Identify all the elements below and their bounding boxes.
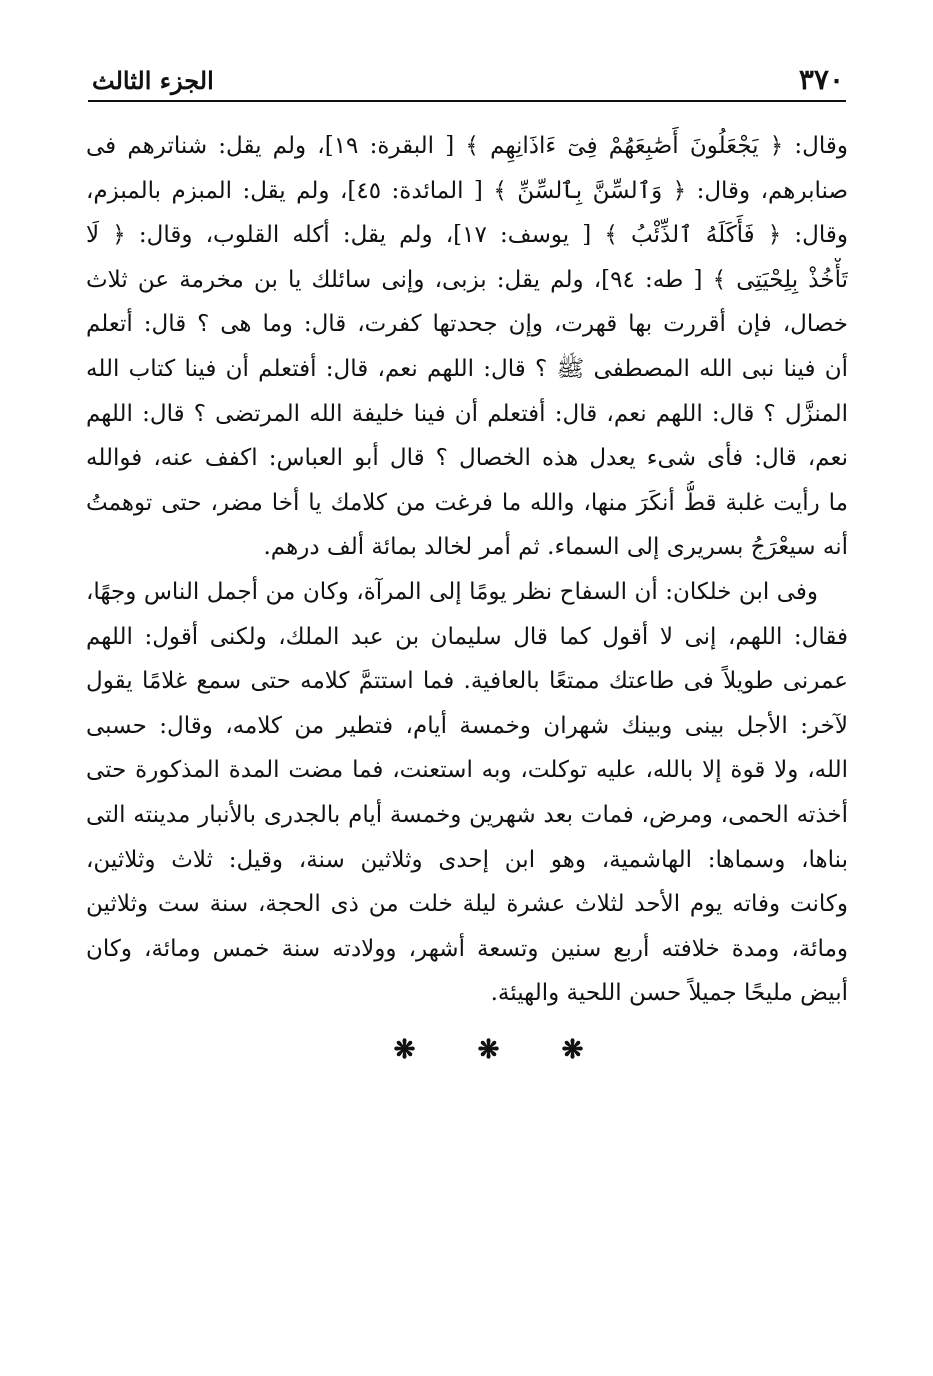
text-line: أنه سيعْرَجُ بسريرى إلى السماء. ثم أمر لخالد بمائة ألف درهم. xyxy=(263,534,848,561)
text-line: صنابرهم، وقال: ﴿ وَٱلسِّنَّ بِٱلسِّنِّ ﴾ [ المائدة: ٤٥]، ولم يقل: المبزم بالمبزم، xyxy=(86,177,848,204)
text-line: المنزَّل ؟ قال: اللهم نعم، قال: أفتعلم أن فينا خليفة الله المرتضى ؟ قال: اللهم xyxy=(86,400,848,427)
asterism-ornament: ❋ xyxy=(561,1035,584,1065)
text-line: ومائة، ومدة خلافته أربع سنين وتسعة أشهر، وولادته سنة خمس ومائة، وكان xyxy=(86,935,848,962)
text-line: خصال، فإن أقررت بها قهرت، وإن جحدتها كفرت، قال: وما هى ؟ قال: أتعلم xyxy=(86,311,848,338)
header-rule xyxy=(88,100,846,102)
text-line: لآخر: الأجل بينى وبينك شهران وخمسة أيام، فتطير من كلامه، وقال: حسبى xyxy=(86,712,848,739)
text-line: ما رأيت غلبة قطُّ أنكَرَ منها، والله ما فرغت من كلامك يا أخا مضر، حتى توهمتُ xyxy=(86,489,848,516)
text-line: نعم، قال: فأى شىء يعدل هذه الخصال ؟ قال أبو العباس: اكفف عنه، فوالله xyxy=(86,445,848,472)
text-line: فقال: اللهم، إنى لا أقول كما قال سليمان بن عبد الملك، ولكنى أقول: اللهم xyxy=(86,623,848,650)
text-line: وقال: ﴿ فَأَكَلَهُ ٱلذِّئْبُ ﴾ [ يوسف: ١٧]، ولم يقل: أكله القلوب، وقال: ﴿ لَا xyxy=(86,222,848,249)
text-line: أبيض مليحًا جميلاً حسن اللحية والهيئة. xyxy=(490,980,848,1007)
text-line: أن فينا نبى الله المصطفى ﷺ ؟ قال: اللهم نعم، قال: أفتعلم أن فينا كتاب الله xyxy=(86,355,848,382)
text-line: وقال: ﴿ يَجْعَلُونَ أَصَٰبِعَهُمْ فِىٓ ءَاذَانِهِم ﴾ [ البقرة: ١٩]، ولم يقل: شناترهم فى xyxy=(86,133,848,159)
asterism-ornament: ❋ xyxy=(393,1035,416,1065)
running-title: الجزء الثالث xyxy=(92,66,214,95)
paragraph xyxy=(86,570,848,1016)
page-header xyxy=(88,62,844,102)
page-number: ٣٧٠ xyxy=(798,63,844,96)
paragraph xyxy=(86,124,848,570)
section-separator xyxy=(0,1030,933,1070)
text-line: الله، ولا قوة إلا بالله، عليه توكلت، وبه استعنت، فما مضت المدة المذكورة حتى xyxy=(86,757,848,784)
body-text xyxy=(86,124,848,1016)
text-line: تَأْخُذْ بِلِحْيَتِى ﴾ [ طه: ٩٤]، ولم يقل: بزبى، وإنى سائلك يا بن مخرمة عن ثلاث xyxy=(86,266,848,293)
text-line: وكانت وفاته يوم الأحد لثلاث عشرة ليلة خلت من ذى الحجة، سنة ست وثلاثين xyxy=(86,891,848,918)
text-line: عمرنى طويلاً فى طاعتك ممتعًا بالعافية. فما استتمَّ كلامه حتى سمع غلامًا يقول xyxy=(86,668,848,695)
text-line: بناها، وسماها: الهاشمية، وهو ابن إحدى وثلاثين سنة، وقيل: ثلاث وثلاثين، xyxy=(86,846,848,873)
asterism-ornament: ❋ xyxy=(477,1035,500,1065)
text-line: وفى ابن خلكان: أن السفاح نظر يومًا إلى المرآة، وكان من أجمل الناس وجهًا، xyxy=(86,578,818,605)
text-line: أخذته الحمى، ومرض، فمات بعد شهرين وخمسة أيام بالجدرى بالأنبار مدينته التى xyxy=(86,801,848,828)
